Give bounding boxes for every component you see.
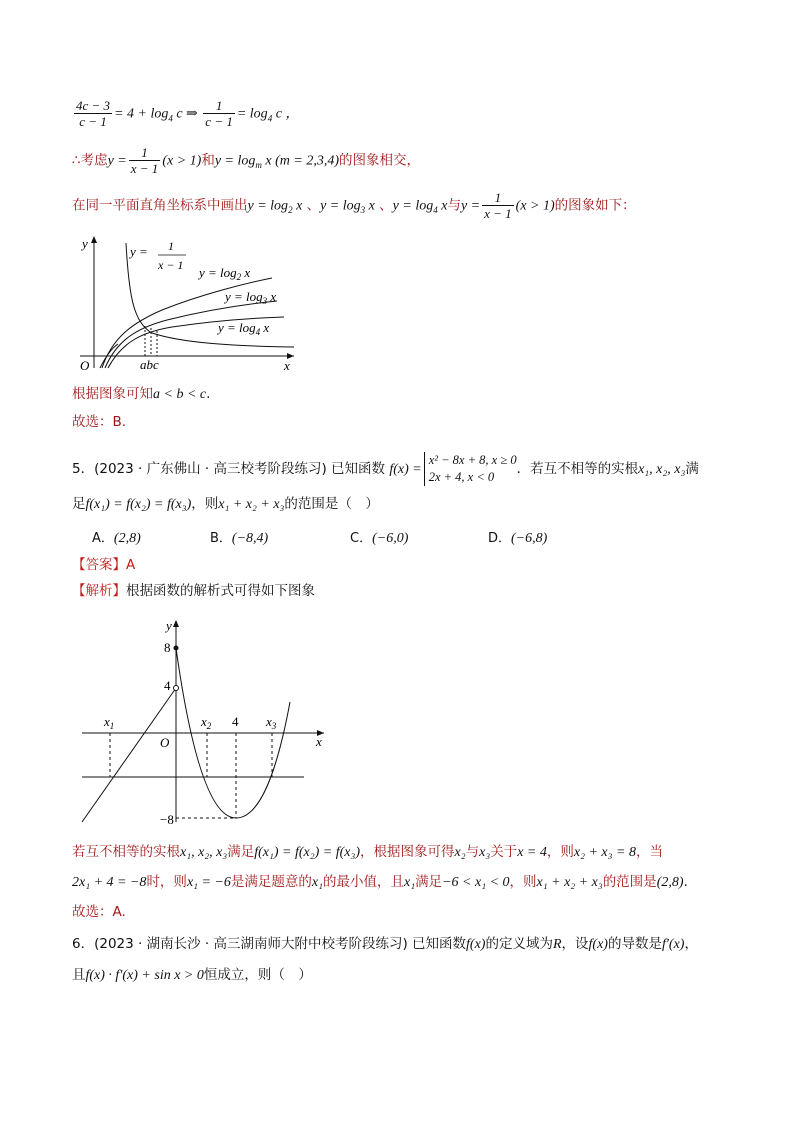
label-log2: $y = \log_2 x$	[199, 265, 251, 282]
analysis-line: 【解析】根据函数的解析式可得如下图象	[72, 583, 315, 599]
filled-point	[174, 646, 179, 651]
question-6: 6．(2023 · 湖南长沙 · 高三湖南师大附中校考阶段练习) 已知函数f(x)的定义域为R，设f(x)的导数是f′(x)，	[72, 936, 698, 952]
question-5: 5．(2023 · 广东佛山 · 高三校考阶段练习) 已知函数 f(x) = x² − 8x + 8, x ≥ 0 2x + 4, x < 0 ．若互不相等的实根x₁, x₂, x₃满	[72, 453, 699, 484]
label-neg8: −8	[160, 812, 174, 827]
explain-line2: 2x₁ + 4 = −8时，则x₁ = −6是满足题意的x₁的最小值，且x₁满足−6 < x₁ < 0，则x₁ + x₂ + x₃的范围是(2,8).	[72, 874, 688, 890]
y-axis-arrow	[91, 236, 97, 243]
label-x2: $x_2$	[201, 714, 212, 731]
choice-d[interactable]: D．(−6,8)	[488, 531, 548, 546]
answer-tag: 【答案】A	[72, 557, 136, 573]
label-log3: $y = \log_3 x$	[225, 289, 277, 306]
label-x3: $x_3$	[266, 714, 277, 731]
label-x1: $x_1$	[104, 714, 115, 731]
svg-text:O: O	[160, 735, 170, 750]
question-5-line2: 足f(x₁) = f(x₂) = f(x₃)，则x₁ + x₂ + x₃的范围是（ ）	[72, 496, 379, 512]
piecewise-graph	[72, 612, 342, 828]
fraction-b: $\frac{1}{c - 1}$	[205, 98, 233, 129]
svg-text:x − 1: x − 1	[158, 258, 184, 272]
explain-line1: 若互不相等的实根x₁, x₂, x₃满足f(x₁) = f(x₂) = f(x₃)，根据图象可得x₂与x₃关于x = 4，则x₂ + x₃ = 8，当	[72, 844, 663, 860]
derivation-line: $\frac{4c - 3}{c - 1}$ = $4 + \log_4 c$ ⇒ $\frac{1}{c - 1}$ = $\log_4 c$ ，	[76, 98, 300, 129]
label-8: 8	[164, 640, 171, 655]
y-axis-label: y	[82, 236, 88, 251]
label-log4: $y = \log_4 x$	[218, 320, 270, 337]
choice-a[interactable]: A．(2,8)	[92, 531, 141, 546]
tick-abc: abc	[140, 357, 159, 372]
svg-text:y: y	[166, 618, 172, 633]
open-point	[174, 686, 179, 691]
label-hyperbola: y =	[130, 244, 148, 259]
x-axis-label: x	[284, 358, 290, 373]
choice-c[interactable]: C．(−6,0)	[350, 531, 409, 546]
answer-b: 故选：B.	[72, 414, 127, 430]
svg-text:x: x	[316, 734, 322, 749]
label-4: 4	[164, 678, 171, 693]
choice-b[interactable]: B．(−8,4)	[210, 531, 269, 546]
log-curves-graph	[72, 228, 302, 373]
question-6-line2: 且f(x) · f′(x) + sin x > 0恒成立，则（ ）	[72, 967, 312, 983]
piecewise-brace: x² − 8x + 8, x ≥ 0 2x + 4, x < 0	[424, 452, 517, 486]
label-tick4: 4	[232, 714, 239, 729]
draw-line: 在同一平面直角坐标系中画出$y = \log_2 x$ 、$y = \log_3 x$ 、$y = \log_4 x$与y = $\frac{1}{x - 1}$ (x > 1)的图象如下：	[72, 190, 636, 221]
svg-text:1: 1	[168, 239, 174, 253]
answer-a: 故选：A.	[72, 904, 126, 920]
consider-line: ∴考虑y = $\frac{1}{x - 1}$ (x > 1)和$y = \log_m x$ (m = 2,3,4)的图象相交，	[72, 145, 420, 176]
conclusion-line: 根据图象可知a < b < c.	[72, 386, 211, 402]
linear-branch	[82, 688, 176, 822]
fraction-a: $\frac{4c - 3}{c - 1}$	[76, 98, 111, 129]
origin-label: O	[80, 358, 90, 373]
